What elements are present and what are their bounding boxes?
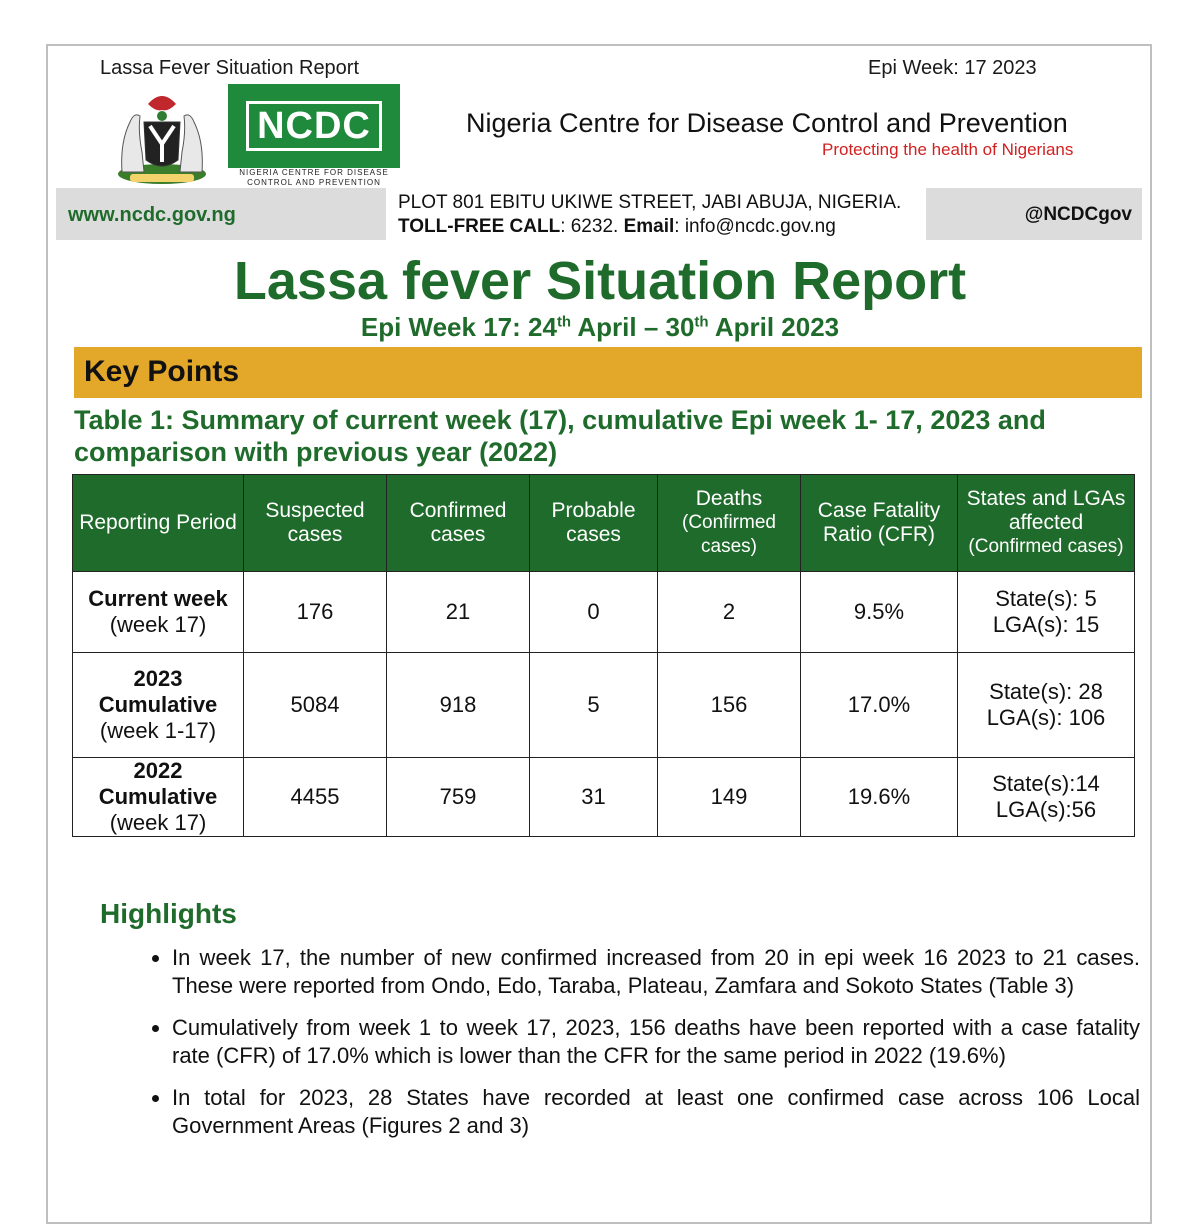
period-label: 2023 Cumulative	[98, 666, 218, 717]
period-range: (week 17)	[109, 612, 207, 637]
cell-cfr: 17.0%	[801, 653, 958, 758]
lgas-count: LGA(s): 15	[992, 612, 1100, 637]
subtitle-middle: April – 30	[571, 312, 695, 342]
header-deaths-label: Deaths	[695, 487, 763, 510]
subtitle-sup-1: th	[556, 313, 572, 331]
lgas-count: LGA(s): 106	[986, 705, 1106, 730]
ncdc-logo-subtext	[228, 168, 400, 188]
list-item: • In total for 2023, 28 States have recorded at least one confirmed case across 106 Local Government Areas (Figures 2 and 3)	[172, 1084, 1140, 1140]
cell-period	[73, 572, 244, 653]
cell-states-lgas	[958, 653, 1135, 758]
contact-line	[398, 216, 836, 238]
subtitle-suffix: April 2023	[708, 312, 840, 342]
key-points-banner	[74, 347, 1142, 398]
table-header-row	[73, 475, 1135, 572]
subtitle-prefix: Epi Week 17: 24	[360, 312, 557, 342]
page-subtitle	[0, 312, 1200, 343]
website-link[interactable]: www.ncdc.gov.ng	[68, 204, 236, 226]
table-row	[73, 758, 1135, 837]
ncdc-logo-subtext-line1: NIGERIA CENTRE FOR DISEASE	[239, 168, 389, 177]
cell-deaths: 149	[658, 758, 801, 837]
coat-of-arms-icon	[102, 82, 222, 190]
list-item: • Cumulatively from week 1 to week 17, 2023, 156 deaths have been reported with a case fatality rate (CFR) of 17.0% which is lower than the CFR for the same period in 2022 (19.6%)	[172, 1014, 1140, 1070]
cell-confirmed: 759	[387, 758, 530, 837]
table-row	[73, 653, 1135, 758]
table-row	[73, 572, 1135, 653]
period-range: (week 1-17)	[99, 718, 217, 743]
cell-deaths: 2	[658, 572, 801, 653]
cell-confirmed: 918	[387, 653, 530, 758]
cell-probable: 5	[530, 653, 658, 758]
cell-suspected: 4455	[244, 758, 387, 837]
cell-suspected: 5084	[244, 653, 387, 758]
highlights-heading: Highlights	[100, 898, 237, 929]
contact-address-box	[386, 188, 926, 240]
email-value: : info@ncdc.gov.ng	[674, 216, 836, 237]
states-count: State(s): 5	[995, 586, 1097, 611]
table-caption: Table 1: Summary of current week (17), cumulative Epi week 1- 17, 2023 and comparison with previous year (2022)	[74, 405, 1046, 467]
cell-suspected: 176	[244, 572, 387, 653]
header-states-sub: (Confirmed cases)	[968, 536, 1124, 557]
period-label: Current week	[88, 586, 228, 611]
ncdc-logo	[228, 84, 400, 188]
organization-tagline: Protecting the health of Nigerians	[822, 140, 1074, 159]
list-item: • In week 17, the number of new confirmed increased from 20 in epi week 16 2023 to 21 cases. These were reported from Ondo, Edo, Taraba, Plateau, Zamfara and Sokoto States (Table 3)	[172, 944, 1140, 1000]
organization-name: Nigeria Centre for Disease Control and Prevention	[466, 108, 1068, 138]
header-suspected: Suspected cases	[244, 475, 387, 572]
cell-probable: 31	[530, 758, 658, 837]
highlights-list	[130, 944, 1140, 1154]
period-range: (week 17)	[109, 810, 207, 835]
cell-cfr: 19.6%	[801, 758, 958, 837]
cell-cfr: 9.5%	[801, 572, 958, 653]
address-line: PLOT 801 EBITU UKIWE STREET, JABI ABUJA, NIGERIA.	[398, 192, 902, 213]
cell-states-lgas	[958, 572, 1135, 653]
header-states-label: States and LGAs affected	[966, 487, 1126, 534]
page-title: Lassa fever Situation Report	[233, 251, 967, 311]
period-label: 2022 Cumulative	[98, 758, 218, 809]
email-label: Email	[623, 216, 675, 237]
cell-period	[73, 653, 244, 758]
header-reporting-period: Reporting Period	[73, 475, 244, 572]
cell-states-lgas	[958, 758, 1135, 837]
ncdc-logo-text: NCDC	[246, 101, 382, 151]
subtitle-sup-2: th	[694, 313, 709, 331]
header-deaths-sub: (Confirmed cases)	[682, 512, 776, 557]
tollfree-label: TOLL-FREE CALL	[398, 216, 561, 237]
ncdc-logo-subtext-line2: CONTROL AND PREVENTION	[247, 178, 381, 187]
key-points-heading: Key Points	[84, 355, 240, 388]
lgas-count: LGA(s):56	[995, 797, 1097, 822]
cell-period	[73, 758, 244, 837]
summary-table	[72, 474, 1135, 837]
contact-bar	[56, 188, 1142, 240]
report-header-title: Lassa Fever Situation Report	[100, 57, 360, 79]
tollfree-value: : 6232.	[560, 216, 624, 237]
header-cfr: Case Fatality Ratio (CFR)	[801, 475, 958, 572]
states-count: State(s):14	[992, 771, 1100, 796]
header-states-lgas	[958, 475, 1135, 572]
header-confirmed: Confirmed cases	[387, 475, 530, 572]
ncdc-logo-mark	[228, 84, 400, 168]
cell-confirmed: 21	[387, 572, 530, 653]
header-probable: Probable cases	[530, 475, 658, 572]
report-header-epi-week: Epi Week: 17 2023	[868, 57, 1037, 79]
cell-probable: 0	[530, 572, 658, 653]
cell-deaths: 156	[658, 653, 801, 758]
header-deaths	[658, 475, 801, 572]
states-count: State(s): 28	[989, 679, 1103, 704]
twitter-handle[interactable]: @NCDCgov	[1024, 204, 1132, 225]
